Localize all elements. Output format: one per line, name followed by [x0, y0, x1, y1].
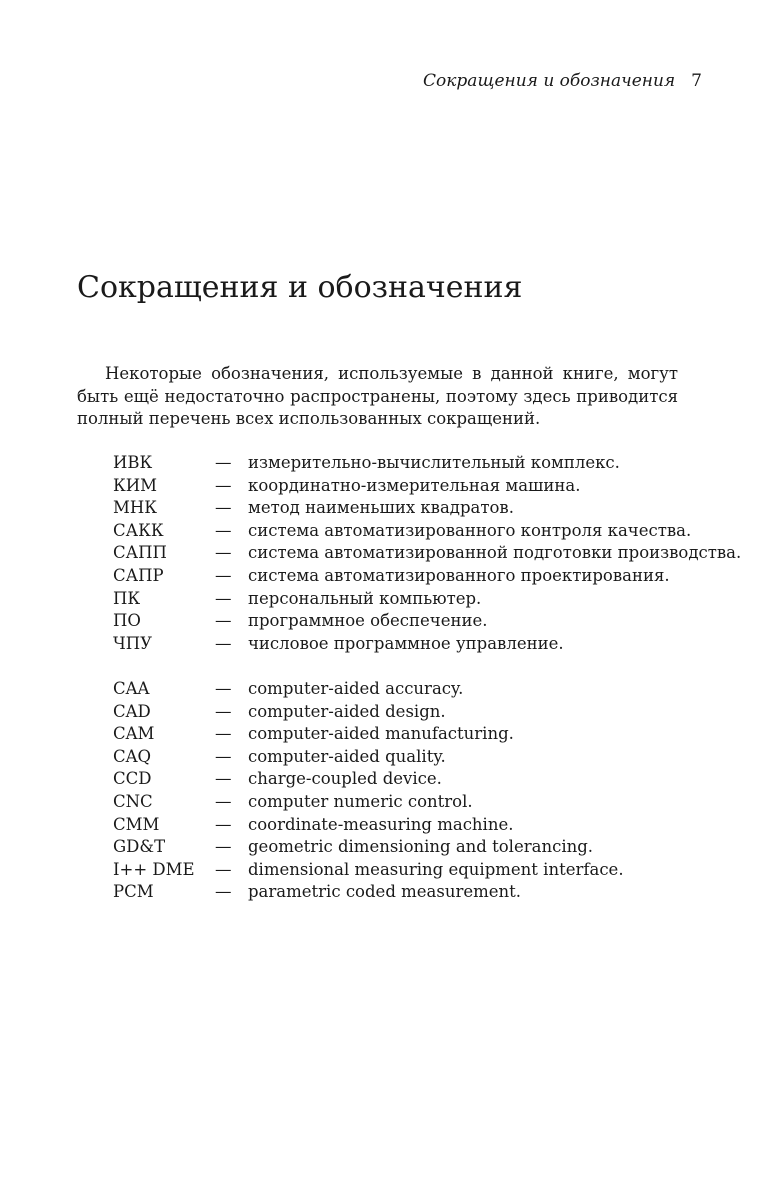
russian-abbreviation-list: [113, 452, 741, 655]
abbreviation-definition: geometric dimensioning and tolerancing.: [248, 837, 594, 857]
abbreviation-row: [113, 746, 624, 769]
abbreviation-dash: —: [215, 701, 232, 721]
abbreviation-dash: —: [215, 791, 232, 811]
abbreviation-term: ЧПУ: [113, 633, 153, 653]
abbreviation-definition: computer numeric control.: [248, 791, 473, 811]
abbreviation-term: КИМ: [113, 475, 158, 495]
abbreviation-definition: система автоматизированной подготовки производства.: [248, 543, 742, 563]
abbreviation-dash: —: [215, 679, 232, 698]
abbreviation-term: CNC: [113, 791, 153, 811]
abbreviation-definition: dimensional measuring equipment interface.: [248, 859, 624, 879]
abbreviation-dash: —: [215, 769, 232, 789]
abbreviation-row: [113, 678, 624, 701]
abbreviation-term: МНК: [113, 498, 158, 518]
abbreviation-term: CAM: [113, 724, 155, 744]
page-number: 7: [691, 71, 702, 91]
abbreviation-dash: —: [215, 859, 232, 879]
abbreviation-row: [113, 475, 741, 498]
abbreviation-row: [113, 881, 624, 904]
abbreviation-term: ИВК: [113, 453, 153, 472]
abbreviation-term: CAA: [113, 679, 150, 698]
abbreviation-dash: —: [215, 543, 232, 563]
english-abbreviation-list: [113, 678, 624, 904]
abbreviation-definition: computer-aided quality.: [248, 746, 446, 766]
abbreviation-term: ПК: [113, 588, 141, 608]
abbreviation-term: CAD: [113, 701, 151, 721]
abbreviation-row: [113, 723, 624, 746]
abbreviation-term: САКК: [113, 520, 164, 540]
abbreviation-definition: числовое программное управление.: [248, 633, 564, 653]
abbreviation-row: [113, 814, 624, 837]
abbreviation-definition: computer-aided manufacturing.: [248, 724, 514, 744]
abbreviation-row: [113, 701, 624, 724]
abbreviation-dash: —: [215, 520, 232, 540]
abbreviation-row: [113, 452, 741, 475]
abbreviation-dash: —: [215, 724, 232, 744]
abbreviation-row: [113, 791, 624, 814]
abbreviation-row: [113, 768, 624, 791]
abbreviation-dash: —: [215, 498, 232, 518]
abbreviation-dash: —: [215, 633, 232, 653]
abbreviation-definition: coordinate-measuring machine.: [248, 814, 514, 834]
abbreviation-row: [113, 633, 741, 656]
abbreviation-dash: —: [215, 814, 232, 834]
running-header: [423, 71, 702, 91]
abbreviation-definition: система автоматизированного контроля качества.: [248, 520, 692, 540]
abbreviation-term: PCM: [113, 882, 154, 902]
abbreviation-dash: —: [215, 475, 232, 495]
abbreviation-row: [113, 859, 624, 882]
abbreviation-term: CAQ: [113, 746, 152, 766]
abbreviation-definition: метод наименьших квадратов.: [248, 498, 514, 518]
abbreviation-dash: —: [215, 882, 232, 902]
abbreviation-definition: computer-aided design.: [248, 701, 446, 721]
abbreviation-term: CMM: [113, 814, 160, 834]
abbreviation-row: [113, 836, 624, 859]
abbreviation-dash: —: [215, 588, 232, 608]
abbreviation-row: [113, 588, 741, 611]
abbreviation-term: САПР: [113, 565, 164, 585]
abbreviation-row: [113, 610, 741, 633]
abbreviation-term: GD&T: [113, 837, 166, 857]
abbreviation-row: [113, 520, 741, 543]
abbreviation-term: ПО: [113, 611, 141, 631]
abbreviation-definition: parametric coded measurement.: [248, 882, 522, 902]
abbreviation-definition: charge-coupled device.: [248, 769, 442, 789]
abbreviation-definition: computer-aided accuracy.: [248, 679, 464, 698]
intro-paragraph: Некоторые обозначения, используемые в данной книге, могут быть ещё недостаточно распространены, поэтому здесь приводится полный перечень всех использованных сокращений.: [77, 364, 678, 429]
abbreviation-term: I++ DME: [113, 859, 195, 879]
abbreviation-term: CCD: [113, 769, 152, 789]
abbreviation-row: [113, 565, 741, 588]
abbreviation-dash: —: [215, 611, 232, 631]
abbreviation-dash: —: [215, 837, 232, 857]
abbreviation-row: [113, 542, 741, 565]
abbreviation-definition: система автоматизированного проектирования.: [248, 565, 670, 585]
abbreviation-dash: —: [215, 565, 232, 585]
abbreviation-dash: —: [215, 746, 232, 766]
abbreviation-definition: координатно-измерительная машина.: [248, 475, 581, 495]
abbreviation-term: САПП: [113, 543, 167, 563]
abbreviation-row: [113, 497, 741, 520]
abbreviation-definition: персональный компьютер.: [248, 588, 482, 608]
abbreviation-dash: —: [215, 453, 232, 472]
chapter-title: Сокращения и обозначения: [77, 270, 523, 305]
running-title: Сокращения и обозначения: [423, 71, 676, 91]
abbreviation-definition: программное обеспечение.: [248, 611, 488, 631]
abbreviation-definition: измерительно-вычислительный комплекс.: [248, 453, 620, 472]
